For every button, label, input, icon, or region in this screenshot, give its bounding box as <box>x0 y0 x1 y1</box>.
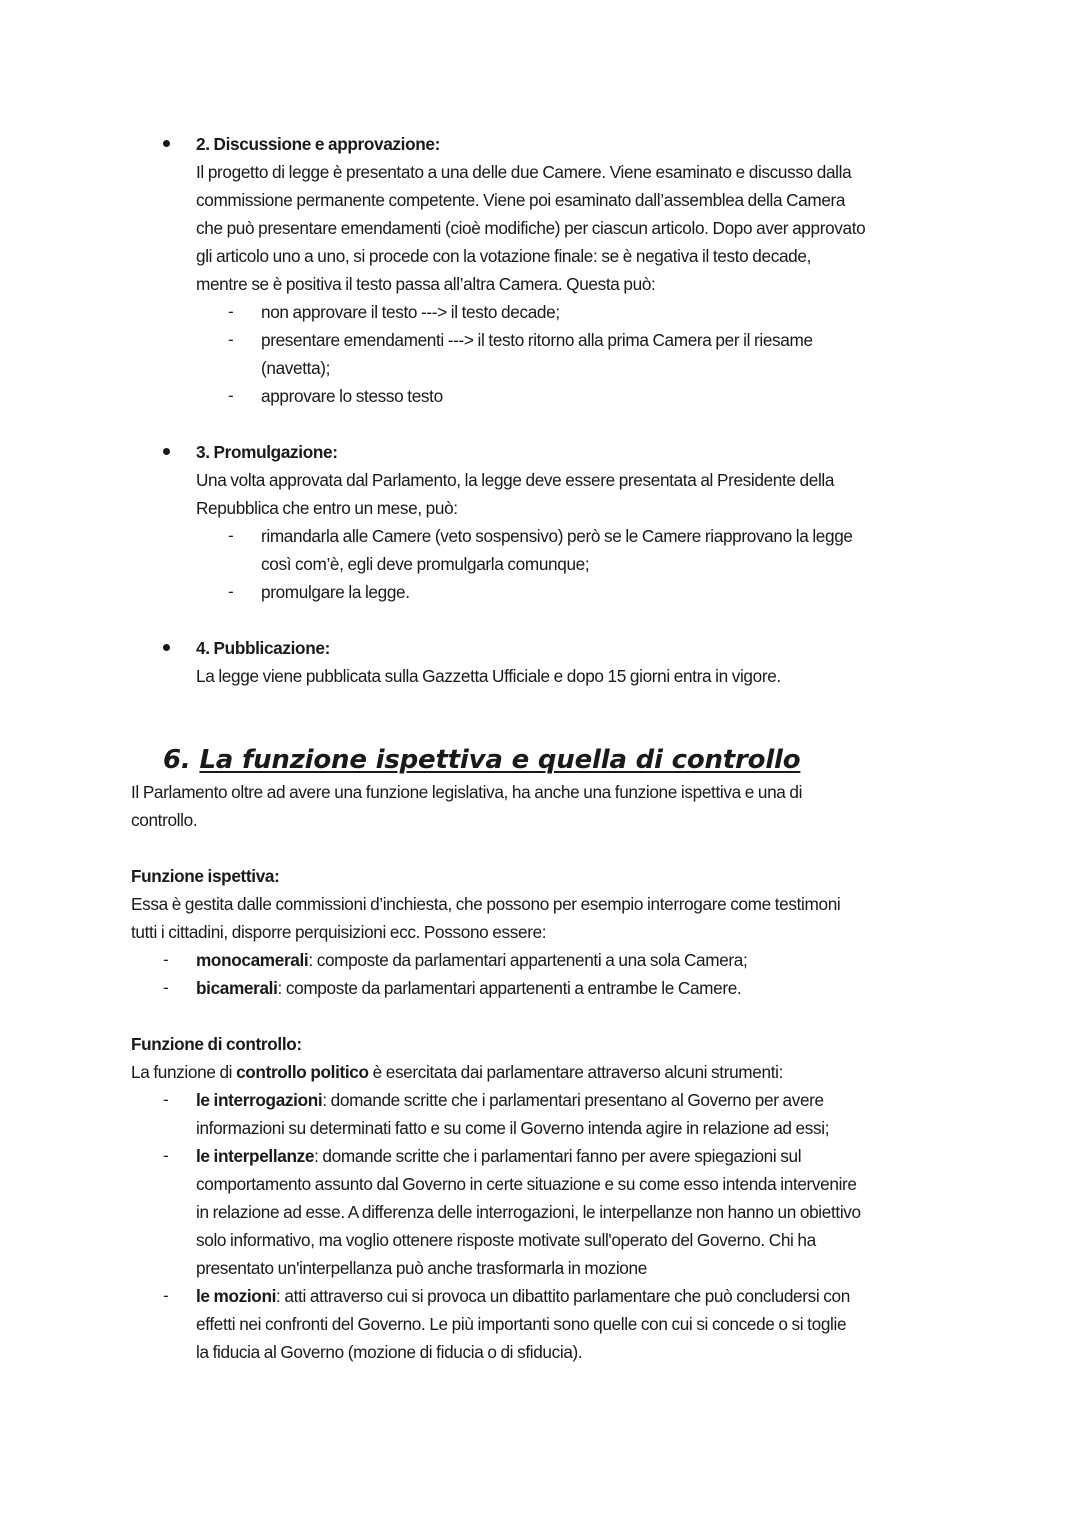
dash-icon: - <box>228 526 234 545</box>
term: le interpellanze <box>196 1146 315 1166</box>
step-title: 3. Promulgazione: <box>196 442 338 462</box>
subheading-controllo: Funzione di controllo: <box>131 1034 302 1054</box>
definition: : atti attraverso cui si provoca un dibattito parlamentare che può concludersi con <box>276 1286 850 1306</box>
list-item-continuation: presentato un'interpellanza può anche trasformarla in mozione <box>196 1258 647 1278</box>
paragraph-line: che può presentare emendamenti (cioè modifiche) per ciascun articolo. Dopo aver approvato <box>196 218 866 238</box>
paragraph-line: tutti i cittadini, disporre perquisizioni ecc. Possono essere: <box>131 922 547 942</box>
list-item: approvare lo stesso testo <box>261 386 443 406</box>
definition: : domande scritte che i parlamentari fanno per avere spiegazioni sul <box>314 1146 802 1166</box>
dash-icon: - <box>228 386 234 405</box>
list-item <box>196 1282 850 1310</box>
paragraph-line: Il progetto di legge è presentato a una delle due Camere. Viene esaminato e discusso dalla <box>196 162 852 182</box>
paragraph-line: La legge viene pubblicata sulla Gazzetta Ufficiale e dopo 15 giorni entra in vigore. <box>196 666 781 686</box>
bullet-icon <box>163 644 170 651</box>
list-item-continuation: effetti nei confronti del Governo. Le più importanti sono quelle con cui si concede o si toglie <box>196 1314 847 1334</box>
list-item-continuation: (navetta); <box>261 358 331 378</box>
paragraph-line <box>131 1058 783 1086</box>
dash-icon: - <box>228 330 234 349</box>
definition: : composte da parlamentari appartenenti a entrambe le Camere. <box>277 978 742 998</box>
list-item: rimandarla alle Camere (veto sospensivo) però se le Camere riapprovano la legge <box>261 526 853 546</box>
list-item <box>196 946 747 974</box>
section-heading <box>163 740 800 780</box>
paragraph-line: commissione permanente competente. Viene poi esaminato dall’assemblea della Camera <box>196 190 846 210</box>
list-item <box>196 974 741 1002</box>
paragraph-line: Repubblica che entro un mese, può: <box>196 498 458 518</box>
list-item <box>196 1086 824 1114</box>
list-item-continuation: così com’è, egli deve promulgarla comunque; <box>261 554 590 574</box>
list-item-continuation: in relazione ad esse. A differenza delle interrogazioni, le interpellanze non hanno un obiettivo <box>196 1202 861 1222</box>
dash-icon: - <box>163 978 169 997</box>
dash-icon: - <box>163 1090 169 1109</box>
definition: : domande scritte che i parlamentari presentano al Governo per avere <box>322 1090 824 1110</box>
step-title: 2. Discussione e approvazione: <box>196 134 440 154</box>
term: controllo politico <box>236 1062 369 1082</box>
list-item-continuation: solo informativo, ma voglio ottenere risposte motivate sull'operato del Governo. Chi ha <box>196 1230 816 1250</box>
step-title: 4. Pubblicazione: <box>196 638 330 658</box>
term: le mozioni <box>196 1286 277 1306</box>
term: bicamerali <box>196 978 278 998</box>
text: La funzione di <box>131 1062 237 1082</box>
paragraph-line: Una volta approvata dal Parlamento, la legge deve essere presentata al Presidente della <box>196 470 835 490</box>
paragraph-line: Essa è gestita dalle commissioni d’inchiesta, che possono per esempio interrogare come testimoni <box>131 894 841 914</box>
term: le interrogazioni <box>196 1090 323 1110</box>
section-number: 6. <box>163 745 191 775</box>
paragraph-line: controllo. <box>131 810 198 830</box>
dash-icon: - <box>163 1286 169 1305</box>
list-item-continuation: la fiducia al Governo (mozione di fiducia o di sfiducia). <box>196 1342 583 1362</box>
dash-icon: - <box>163 1146 169 1165</box>
list-item: promulgare la legge. <box>261 582 410 602</box>
list-item: non approvare il testo ---> il testo decade; <box>261 302 560 322</box>
paragraph-line: gli articolo uno a uno, si procede con la votazione finale: se è negativa il testo decade, <box>196 246 812 266</box>
paragraph-line: Il Parlamento oltre ad avere una funzione legislativa, ha anche una funzione ispettiva e una di <box>131 782 803 802</box>
list-item <box>196 1142 801 1170</box>
term: monocamerali <box>196 950 309 970</box>
list-item-continuation: informazioni su determinati fatto e su come il Governo intenda agire in relazione ad essi; <box>196 1118 830 1138</box>
paragraph-line: mentre se è positiva il testo passa all’altra Camera. Questa può: <box>196 274 656 294</box>
bullet-icon <box>163 140 170 147</box>
bullet-icon <box>163 448 170 455</box>
dash-icon: - <box>228 302 234 321</box>
dash-icon: - <box>163 950 169 969</box>
list-item: presentare emendamenti ---> il testo ritorno alla prima Camera per il riesame <box>261 330 813 350</box>
subheading-ispettiva: Funzione ispettiva: <box>131 866 280 886</box>
dash-icon: - <box>228 582 234 601</box>
section-title: La funzione ispettiva e quella di controllo <box>199 745 801 775</box>
list-item-continuation: comportamento assunto dal Governo in certe situazione e su come esso intenda intervenire <box>196 1174 857 1194</box>
definition: : composte da parlamentari appartenenti a una sola Camera; <box>308 950 748 970</box>
text: è esercitata dai parlamentare attraverso alcuni strumenti: <box>368 1062 784 1082</box>
